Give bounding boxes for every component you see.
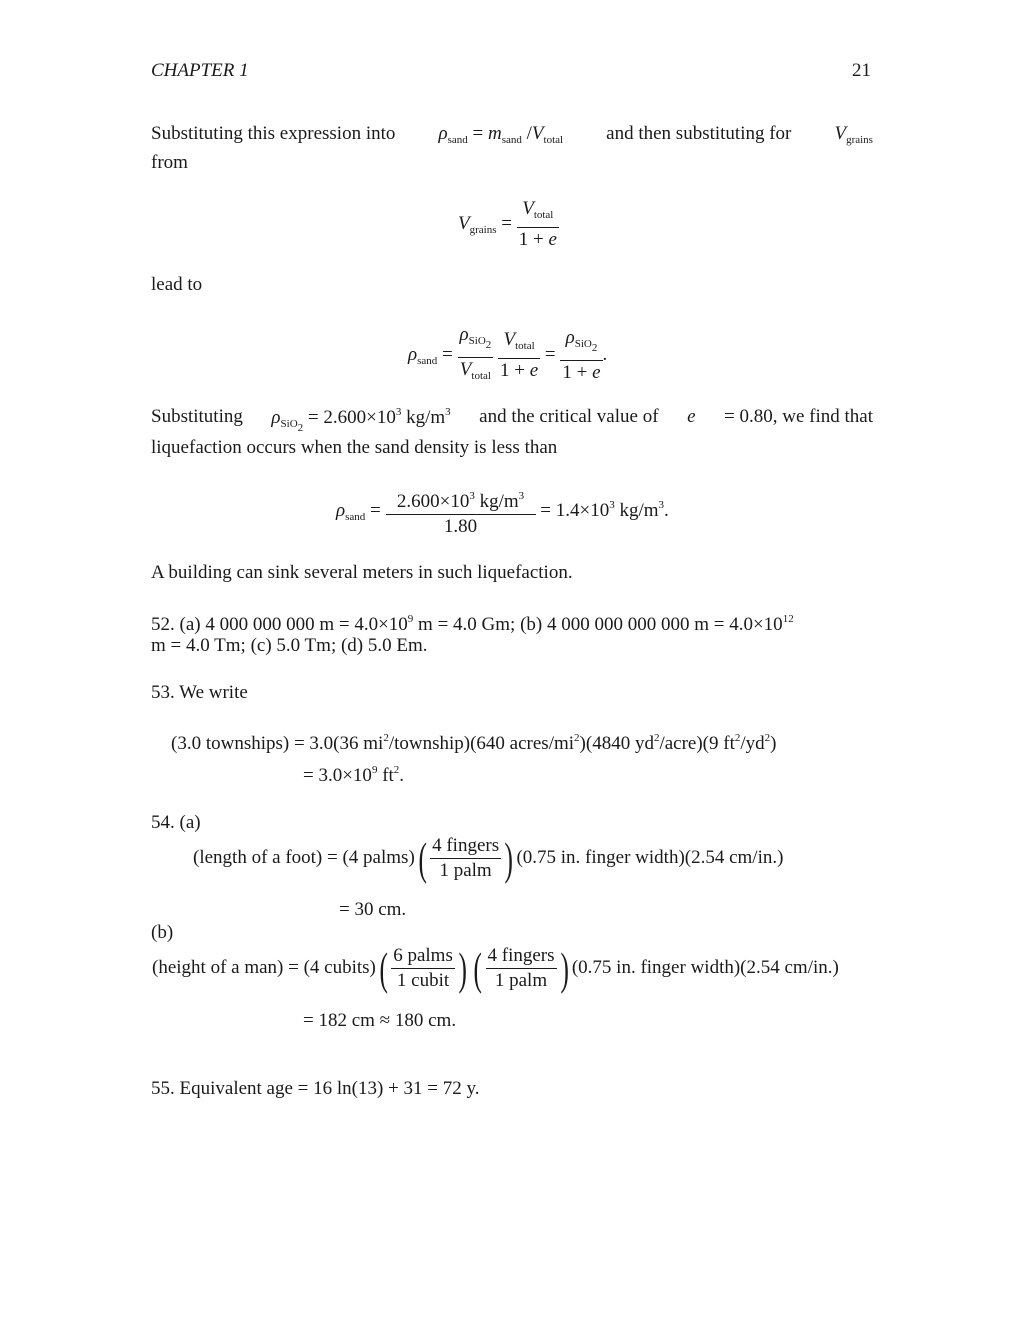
paragraph-line: from: [151, 152, 188, 173]
problem-54a-label: 54. (a): [151, 812, 201, 833]
paragraph-line: Substituting $\rho_{SiO_2} = 2.600\times 10^3$ $kg/m^3$ and the critical value of e = 0.80, we find that: [151, 406, 873, 434]
equation-man-height: (height of a man) = (4 cubits)( $\frac{\text{6 palms}}{\text{1 cubit}}$ ) ( $\frac{\text{4 fingers}}{\text{1 palm}}$ ) (0.75 in. finger width)(2.54 cm/in.): [152, 942, 839, 994]
equation-foot-length: (length of a foot) = (4 palms)( $\frac{\text{4 fingers}}{\text{1 palm}}$ ) (0.75 in. finger width)(2.54 cm/in.): [193, 832, 784, 884]
equation-townships: (3.0 townships) = 3.0(36 $mi^2/township)(640$ acres/$mi^2)(4840$ $yd^2/acre)(9$ $ft^2/yd^2$): [171, 732, 777, 754]
problem-53-intro: 53. We write: [151, 682, 248, 703]
problem-52-line1: 52. (a) 4 000 000 000 $m = 4.0\times 10^9$ m = 4.0 Gm; (b) 4 000 000 000 000 $m = 4.0\times 10^{12}$: [151, 613, 794, 635]
paragraph-line: lead to: [151, 274, 203, 295]
chapter-heading: CHAPTER 1: [151, 60, 249, 81]
equation-critical-density: $\rho_{sand}$ = $\frac{2.600\times 10^3 kg/m^3}{1.80}$ = $1.4\times 10^3$ $kg/m^3$.: [336, 484, 669, 539]
equation-rho-sand: $\rho_{sand}$ = $\frac{\rho_{SiO_2}}{V_{total}}$ $\frac{V_{total}}{1 + e}$ = $\frac{\rho_{SiO_2}}{1 + e}$ .: [408, 324, 608, 383]
inline-equation: $\rho_{SiO_2} = 2.600\times 10^3$ $kg/m^3$: [271, 406, 451, 434]
equation-vgrains: $V_{grains}$ = $\frac{V_{total}}{1 + e}$: [458, 198, 557, 250]
equation-townships-result: = $3.0\times 10^9$ $ft^2$.: [303, 764, 405, 786]
problem-52-line2: m = 4.0 Tm; (c) 5.0 Tm; (d) 5.0 Em.: [151, 635, 428, 656]
paragraph-line: A building can sink several meters in such liquefaction.: [151, 562, 573, 583]
equation-foot-result: = 30 cm.: [339, 899, 407, 920]
equation-man-result: = 182 cm ≈ 180 cm.: [303, 1010, 457, 1031]
problem-54b-label: (b): [151, 922, 174, 943]
page-number: 21: [852, 60, 871, 81]
paragraph-line: liquefaction occurs when the sand density is less than: [151, 437, 558, 458]
inline-equation: $\rho_{sand} = m_{sand}$ $/V_{total}$: [438, 123, 564, 146]
paragraph-line: Substituting this expression into $\rho_{sand} = m_{sand}$ $/V_{total}$ and then substituting for $V_{grains}$: [151, 123, 873, 146]
inline-symbol: $V_{grains}$: [834, 123, 873, 146]
problem-55: 55. Equivalent age = 16 ln(13) + 31 = 72 y.: [151, 1078, 480, 1099]
